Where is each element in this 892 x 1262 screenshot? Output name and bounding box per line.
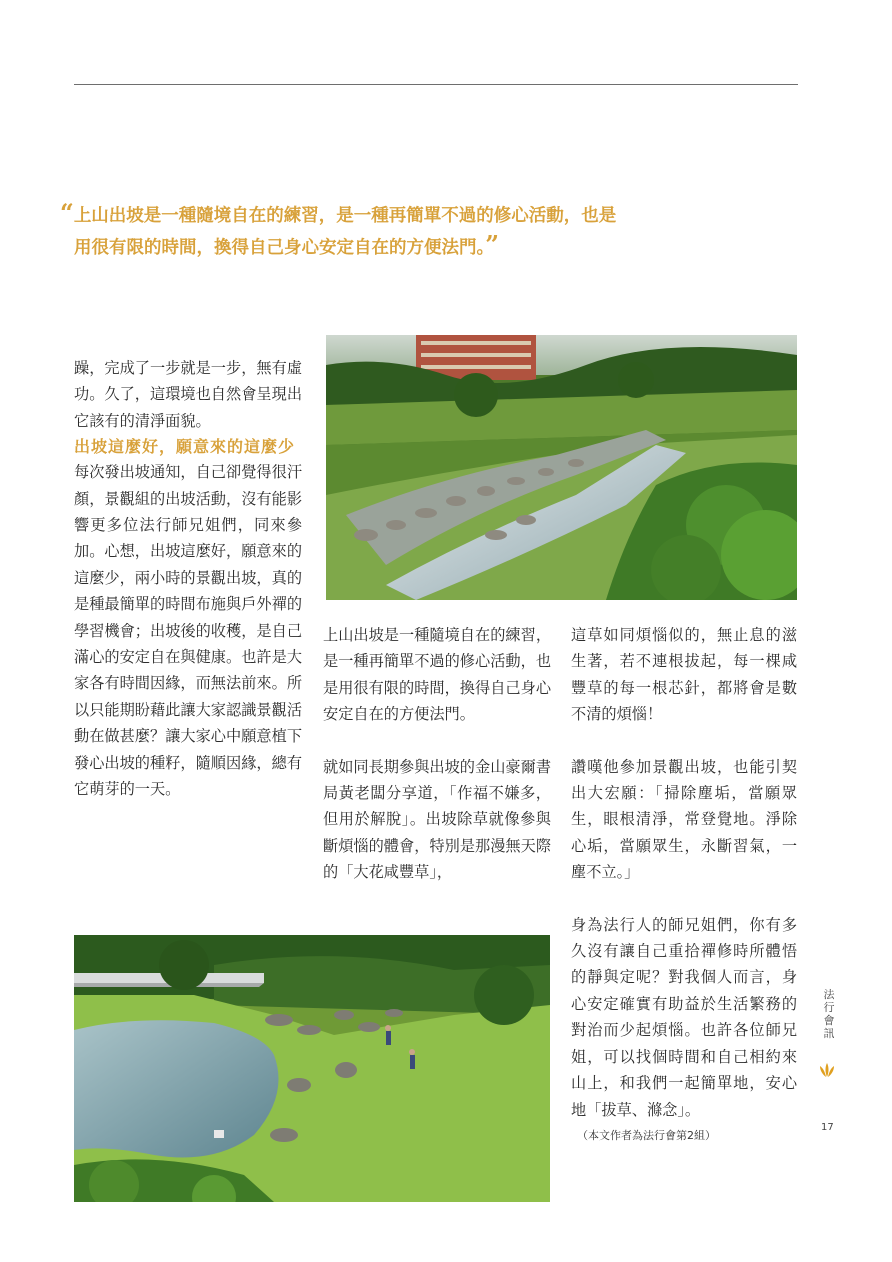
lotus-logo-icon [818,1062,836,1082]
stream-terrace-photo [326,335,797,600]
top-rule [74,84,798,85]
paragraph: 每次發出坡通知，自己卻覺得很汗顏，景觀組的出坡活動，沒有能影響更多位法行師兄姐們，同來參加。心想，出坡這麼好，願意來的這麼少，兩小時的景觀出坡，真的是種最簡單的時間布施與戶外禪的學習機會；出坡後的收穫，是自己滿心的安定自在與健康。也許是大家各有時間因緣，而無法前來。所以只能期盼藉此讓大家認識景觀活動在做甚麼？讓大家心中願意植下發心出坡的種籽，隨順因緣，總有它萌芽的一天。 [74,463,302,799]
pull-quote [60,200,700,264]
title-char: 法 [823,988,835,1001]
pull-quote-line-2: 用很有限的時間，換得自己身心安定自在的方便法門。 [74,238,486,258]
text-column-3 [571,622,797,1149]
paragraph: 這草如同煩惱似的，無止息的滋生著，若不連根拔起，每一棵咸豐草的每一根芯針，都將會是數不清的煩惱！ [571,626,797,724]
paragraph: 讚嘆他參加景觀出坡，也能引契出大宏願：「掃除塵垢，當願眾生，眼根清淨，常登覺地。淨除心垢，當願眾生，永斷習氣，一塵不立。」 [571,757,797,882]
text-column-1 [74,355,302,803]
title-char: 訊 [823,1027,835,1040]
paragraph: 躁，完成了一步就是一步，無有虛功。久了，這環境也自然會呈現出它該有的清淨面貌。 [74,359,302,430]
author-credit: （本文作者為法行會第2組） [577,1128,716,1142]
pond-lawn-photo [74,935,550,1202]
title-char: 會 [823,1014,835,1027]
open-quote-mark: “ [60,198,74,227]
page-number: 17 [821,1122,834,1133]
text-column-2 [323,622,551,886]
section-heading: 出坡這麼好，願意來的這麼少 [74,437,296,457]
magazine-title-vertical [822,988,836,1040]
pull-quote-line-1: 上山出坡是一種隨境自在的練習，是一種再簡單不過的修心活動，也是 [73,206,617,226]
title-char: 行 [823,1001,835,1014]
paragraph: 身為法行人的師兄姐們，你有多久沒有讓自己重拾禪修時所體悟的靜與定呢？對我個人而言，身心安定確實有助益於生活繁務的對治而少起煩惱。也許各位師兄姐，可以找個時間和自己相約來山上，和我們一起簡單地，安心地「拔草、滌念」。 [571,915,797,1119]
close-quote-mark: ” [485,230,500,259]
paragraph: 上山出坡是一種隨境自在的練習，是一種再簡單不過的修心活動，也是用很有限的時間，換得自己身心安定自在的方便法門。 [323,626,551,724]
paragraph: 就如同長期參與出坡的金山豪爾書局黃老闆分享道，「作福不嫌多，但用於解脫」。出坡除草就像參與斷煩惱的體會，特別是那漫無天際的「大花咸豐草」， [323,757,551,882]
